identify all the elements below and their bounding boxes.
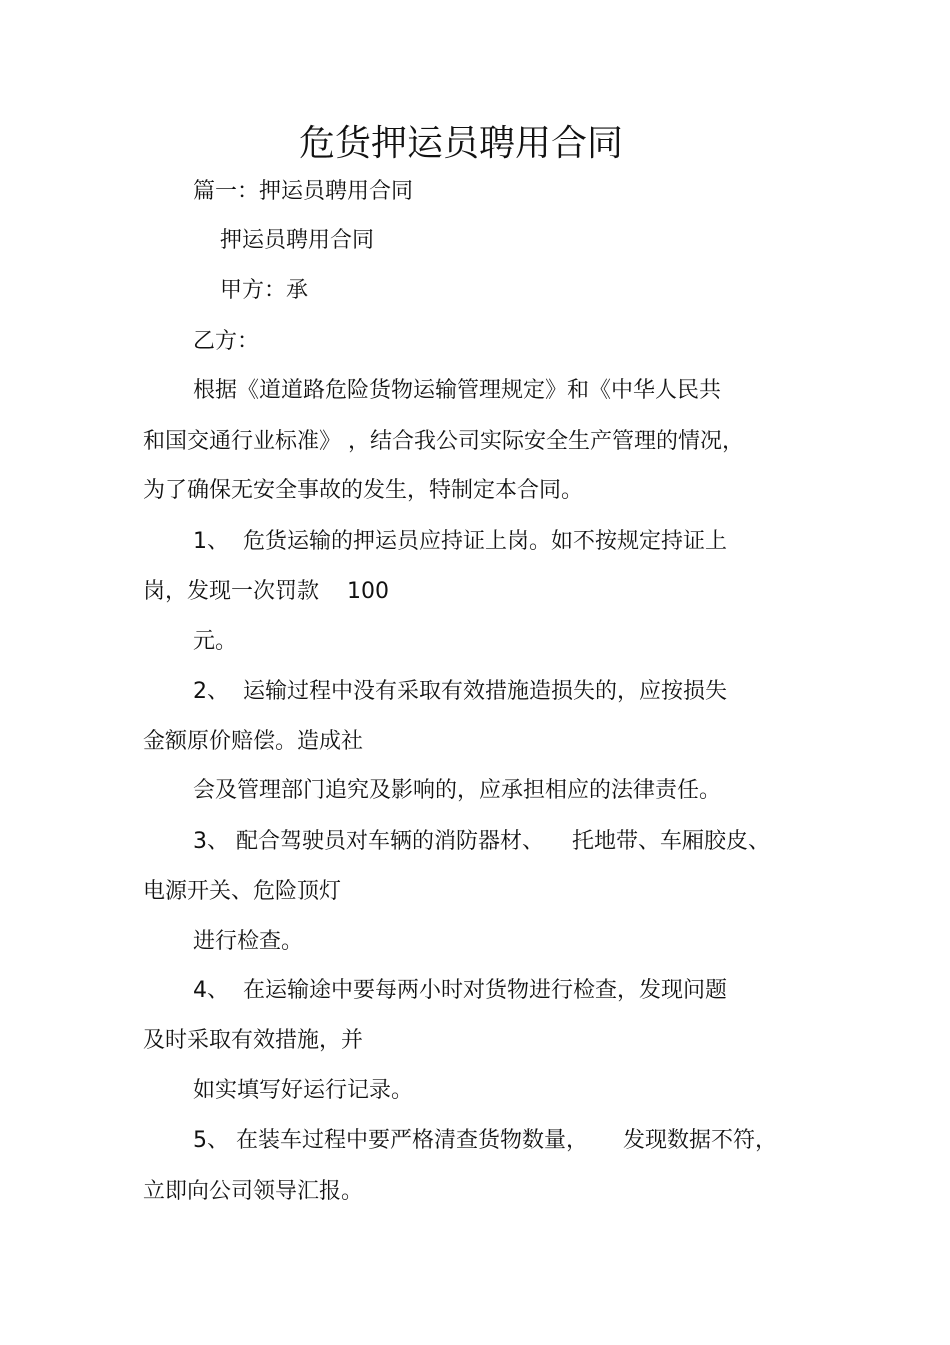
clause-1-line: 1、 危货运输的押运员应持证上岗。如不按规定持证上 bbox=[193, 529, 727, 554]
party-a-line: 甲方：承 bbox=[220, 278, 309, 303]
clause-4-line: 及时采取有效措施，并 bbox=[143, 1028, 364, 1053]
clause-1-line: 元。 bbox=[193, 629, 238, 654]
clause-3-line: 电源开关、危险顶灯 bbox=[143, 879, 342, 904]
paragraph-line: 和国交通行业标准》 ，结合我公司实际安全生产管理的情况， bbox=[143, 429, 744, 454]
clause-3-line: 3、 配合驾驶员对车辆的消防器材、 托地带、车厢胶皮、 bbox=[193, 829, 770, 854]
document-title: 危货押运员聘用合同 bbox=[298, 123, 623, 164]
clause-2-line: 会及管理部门追究及影响的，应承担相应的法律责任。 bbox=[193, 778, 722, 803]
clause-3-line: 进行检查。 bbox=[193, 929, 304, 954]
clause-5-line: 5、 在装车过程中要严格清查货物数量， 发现数据不符， bbox=[193, 1128, 777, 1153]
subtitle-line: 押运员聘用合同 bbox=[220, 228, 375, 253]
clause-5-line: 立即向公司领导汇报。 bbox=[143, 1179, 364, 1204]
clause-1-line: 岗，发现一次罚款 100 bbox=[143, 579, 389, 604]
paragraph-line: 为了确保无安全事故的发生，特制定本合同。 bbox=[143, 478, 584, 503]
clause-4-line: 4、 在运输途中要每两小时对货物进行检查，发现问题 bbox=[193, 978, 727, 1003]
clause-4-line: 如实填写好运行记录。 bbox=[193, 1078, 414, 1103]
party-b-line: 乙方： bbox=[193, 329, 260, 354]
clause-2-line: 金额原价赔偿。造成社 bbox=[143, 729, 364, 754]
clause-2-line: 2、 运输过程中没有采取有效措施造损失的，应按损失 bbox=[193, 679, 727, 704]
paragraph-line: 根据《道道路危险货物运输管理规定》和《中华人民共 bbox=[193, 378, 722, 403]
section-heading: 篇一：押运员聘用合同 bbox=[193, 179, 414, 204]
